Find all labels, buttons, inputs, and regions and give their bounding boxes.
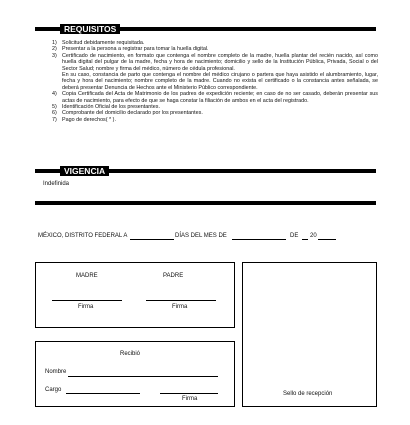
requisitos-title: REQUISITOS xyxy=(60,24,120,34)
recibio-signature-line[interactable] xyxy=(160,393,218,394)
list-item: 1) Solicitud debidamente requisitada. xyxy=(52,40,145,46)
madre-signature-line[interactable] xyxy=(52,300,122,301)
requisitos-list xyxy=(52,40,378,123)
date-month-label: DÍAS DEL MES DE xyxy=(175,233,227,239)
list-item: 5) Identificación Oficial de los presentantes. xyxy=(52,104,160,111)
date-city-label: MÉXICO, DISTRITO FEDERAL A xyxy=(38,233,128,239)
recibio-nombre-field[interactable] xyxy=(68,376,218,377)
list-item: 3) Certificado de nacimiento, en formato que contenga el nombre completo de la madre, huella plantar del recién nacido, así como huella digital del pulgar de la madre, fecha y hora de nacimiento; domicilio y sello de la Institución Pública, Privada, Social o del Sector Salud; nombre y firma del médico, número de cédula profesional. xyxy=(52,52,378,72)
date-year-field[interactable] xyxy=(318,239,336,240)
padre-label: PADRE xyxy=(163,273,184,279)
recibio-firma-label: Firma xyxy=(182,396,198,402)
padres-firma-box xyxy=(35,262,235,328)
madre-label: MADRE xyxy=(76,273,98,279)
recibio-cargo-label: Cargo xyxy=(45,387,62,393)
list-item: 7) Pago de derechos( * ). xyxy=(52,116,116,123)
date-year-prefix: 20 xyxy=(310,233,317,239)
vigencia-title: VIGENCIA xyxy=(60,166,109,176)
list-item: En su caso, constancia de parto que contenga el nombre del médico cirujano o partera que haya asistido el alumbramiento, lugar, fecha y hora del nacimiento; nombre completo de la madre. Cuando no exista el certificado o la constancia antes señalada, se deberá presentar Denuncia de Hechos ante el Ministerio Público correspondiente. xyxy=(62,72,378,91)
sello-recepcion-label: Sello de recepción xyxy=(283,391,333,397)
vigencia-value: Indefinida xyxy=(43,181,70,187)
date-year-blank[interactable] xyxy=(302,239,308,240)
recibio-nombre-label: Nombre xyxy=(45,369,67,375)
section-divider xyxy=(35,201,376,205)
madre-firma-label: Firma xyxy=(78,304,94,310)
recibio-cargo-field[interactable] xyxy=(66,393,140,394)
sello-recepcion-box xyxy=(242,262,377,407)
date-day-field[interactable] xyxy=(130,239,174,240)
list-item: 6) Comprobante del domicilio declarado por los presentantes. xyxy=(52,110,203,117)
recibio-title: Recibió xyxy=(120,351,141,357)
list-item: 2) Presentar a la persona a registrar para tomar la huella digital. xyxy=(52,46,209,53)
date-month-field[interactable] xyxy=(232,239,286,240)
date-year-label: DE xyxy=(290,233,299,239)
list-item: 4) Copia Certificada del Acta de Matrimonio de los padres de expedición reciente; en caso de no ser casado, deberán presentar sus actas de nacimiento, para efecto de que se haga constar la filiación de ambos en el acta del registrado. xyxy=(52,91,378,104)
padre-signature-line[interactable] xyxy=(146,300,216,301)
padre-firma-label: Firma xyxy=(172,304,188,310)
